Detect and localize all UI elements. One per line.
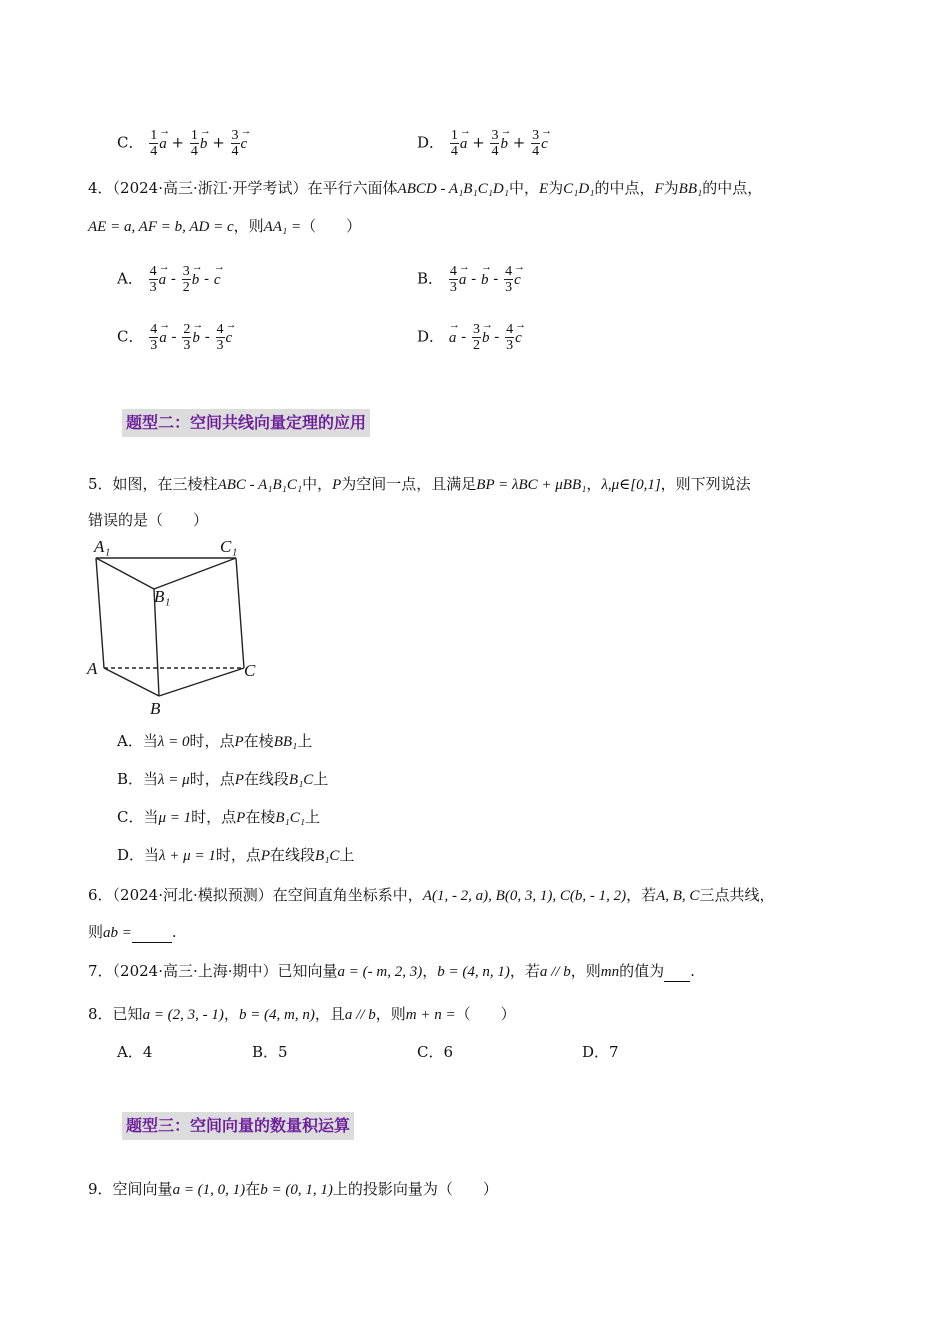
prism-figure [84, 534, 274, 719]
label-a: A [87, 659, 98, 678]
answer-blank[interactable] [132, 926, 172, 943]
label-c1: C₁ [220, 537, 238, 556]
edge-a1b1 [96, 558, 154, 589]
edge-ab [104, 668, 159, 696]
edge-bc [159, 668, 244, 696]
edge-aa1 [96, 558, 104, 668]
q5-option-d[interactable]: D．当λ + μ = 1时，点P在线段B₁C上 [117, 846, 355, 864]
fraction: $\frac{4}{3}$ [149, 264, 157, 295]
q3-option-c[interactable]: C． $\frac{1}{4}$ → a + $\frac{1}{4}$ → b + $\frac{3}{4}$ → c [117, 128, 247, 159]
fraction: $\frac{4}{3}$ [216, 322, 224, 353]
q5-stem-line1: 5．如图，在三棱柱ABC - A₁B₁C₁中，P为空间一点，且满足BP = λBC + μBB₁，λ,μ∈[0,1]，则下列说法 [88, 475, 751, 493]
q8-option-b[interactable]: B．5 [252, 1043, 288, 1061]
fraction: $\frac{3}{4}$ [491, 128, 499, 159]
q6-stem-line1: 6．（2024·河北·模拟预测）在空间直角坐标系中，A(1, - 2, a), B(0, 3, 1), C(b, - 1, 2)，若A, B, C三点共线， [88, 886, 775, 904]
edge-c1b1 [154, 558, 236, 589]
label-b1: B₁ [154, 587, 171, 606]
q4-stem-line2: AE = a, AF = b, AD = c，则AA₁ =（ ） [88, 217, 362, 235]
q5-option-b[interactable]: B．当λ = μ时，点P在线段B₁C上 [117, 770, 329, 788]
fraction: $\frac{2}{3}$ [183, 322, 191, 353]
edge-cc1 [236, 558, 244, 668]
q5-stem-line2: 错误的是（ ） [88, 511, 209, 529]
q4-option-b[interactable]: B． $\frac{4}{3}$ → a - → b - $\frac{4}{3}$ → c [417, 264, 521, 295]
q6-stem-line2: 则ab = . [88, 923, 177, 941]
q5-option-c[interactable]: C．当μ = 1时，点P在棱B₁C₁上 [117, 808, 320, 826]
fraction: $\frac{1}{4}$ [190, 128, 198, 159]
fraction: $\frac{3}{4}$ [231, 128, 239, 159]
label-b: B [150, 699, 161, 718]
label-a1: A₁ [94, 537, 111, 556]
q8-stem: 8．已知a = (2, 3, - 1)，b = (4, m, n)，且a // b，则m + n =（ ） [88, 1005, 516, 1023]
q8-option-d[interactable]: D．7 [582, 1043, 619, 1061]
fraction: $\frac{4}{3}$ [506, 322, 514, 353]
fraction: $\frac{3}{2}$ [472, 322, 480, 353]
q4-option-a[interactable]: A． $\frac{4}{3}$ → a - $\frac{3}{2}$ → b - → c [117, 264, 221, 295]
q4-option-d[interactable]: D． → a - $\frac{3}{2}$ → b - $\frac{4}{3}$ → c [417, 322, 522, 353]
fraction: $\frac{4}{3}$ [449, 264, 457, 295]
q8-option-a[interactable]: A．4 [117, 1043, 153, 1061]
q4-option-c[interactable]: C． $\frac{4}{3}$ → a - $\frac{2}{3}$ → b - $\frac{4}{3}$ → c [117, 322, 232, 353]
q8-option-c[interactable]: C．6 [417, 1043, 454, 1061]
q7-stem: 7．（2024·高三·上海·期中）已知向量a = (- m, 2, 3)，b = (4, n, 1)，若a // b，则mn的值为 . [88, 962, 695, 980]
q4-stem-line1: 4．（2024·高三·浙江·开学考试）在平行六面体ABCD - A₁B₁C₁D₁中，E为C₁D₁的中点，F为BB₁的中点， [88, 179, 763, 197]
fraction: $\frac{1}{4}$ [450, 128, 458, 159]
section-heading-3: 题型三：空间向量的数量积运算 [122, 1112, 354, 1140]
fraction: $\frac{4}{3}$ [505, 264, 513, 295]
fraction: $\frac{4}{3}$ [150, 322, 158, 353]
section-heading-2: 题型二：空间共线向量定理的应用 [122, 409, 370, 437]
fraction: $\frac{3}{4}$ [532, 128, 540, 159]
q5-option-a[interactable]: A．当λ = 0时，点P在棱BB₁上 [117, 732, 313, 750]
fraction: $\frac{3}{2}$ [182, 264, 190, 295]
fraction: $\frac{1}{4}$ [150, 128, 158, 159]
q9-stem: 9．空间向量a = (1, 0, 1)在b = (0, 1, 1)上的投影向量为（ ） [88, 1180, 498, 1198]
label-c: C [244, 661, 256, 680]
q3-option-d[interactable]: D． $\frac{1}{4}$ → a + $\frac{3}{4}$ → b + $\frac{3}{4}$ → c [417, 128, 548, 159]
answer-blank[interactable] [664, 965, 690, 982]
